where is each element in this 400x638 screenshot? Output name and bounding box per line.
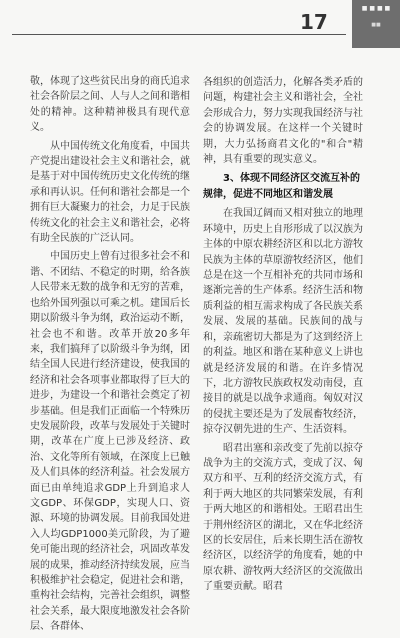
chapter-tab-sub: ■■ [371, 22, 381, 28]
left-paragraph-3: 中国历史上曾有过很多社会不和谐、不团结、不稳定的时期，给各族人民带来无数的战争和无穷的苦难，也给外国列强以可乘之机。建国后长期以阶级斗争为纲，政治运动不断，社会也不和谐。改革开放20多年来，我们搞拜了以阶级斗争为纲，团结全国人民进行经济建设，使我国的经济和社会各项事业都取得了巨大的进步，为建设一个和谐社会奠定了初步基础。但是我们正面临一个特殊历史发展阶段，改革与发展处于关键时期，改革在广度上已涉及经济、政治、文化等所有领域，在深度上已触及人们具体的经济利益。社会发展方面已由单纯追求GDP上升到追求人文GDP、环保GDP，实现人口、资源、环境的协调发展。目前我国处进入人均GDP1000美元阶段，为了避免可能出现的经济社会，巩固改革发展的成果，推动经济持续发展，应当积极维护社会稳定，促进社会和谐，重构社会结构，完善社会组织，调整社会关系，最大限度地激发社会各阶层、各群体、 [30, 251, 190, 633]
right-paragraph-1: 各组织的创造活力，化解各类矛盾的问题，构建社会主义和谐社会，全社会形成合力，努力实现我国经济与社会的协调发展。在这样一个关键时期，大力弘扬商君文化的"和合"精神，具有重要的现实意义。 [203, 77, 363, 166]
chapter-tab [352, 0, 400, 48]
section-heading: 3、体现不同经济区交流互补的规律，促进不同地区和谐发展 [203, 173, 360, 201]
left-paragraph-1: 敬，体现了这些贫民出身的商氏追求社会各阶层之间、人与人之间和谐相处的精神。这种精神极具有现代意义。 [30, 76, 190, 134]
page-number: 17 [300, 10, 328, 34]
right-column [203, 75, 363, 598]
right-paragraph-3: 昭君出塞和亲改变了先前以掠夺战争为主的交流方式，变成了汉、匈双方和平、互利的经济交流方式，有利于两大地区的共同繁荣发展，有利于两大地区的和谐相处。王昭君出生于荆州经济区的湖北，又在华北经济区的长安居住，后来长期生活在游牧经济区，以经济学的角度看，她的中原农耕、游牧两大经济区的交流做出了重要贡献。昭君 [203, 442, 363, 593]
header-rule [12, 34, 346, 35]
left-paragraph-2: 从中国传统文化角度看，中国共产党提出建设社会主义和谐社会，就是基于对中国传统历史文化传统的继承和再认识。任何和谐社会都是一个拥有巨大凝聚力的社会，力足于民族传统文化的社会主义和谐社会，必将有助全民族的广泛认同。 [30, 140, 190, 245]
right-paragraph-2: 在我国辽阔而又相对独立的地理环境中，历史上自形形成了以汉族为主体的中原农耕经济区和以北方游牧民族为主体的草原游牧经济区，他们总是在这一个互相补充的共同市场和逐渐完善的生产体系。经济生活和物质利益的相互需求构成了各民族关系发展、发展的基础。民族间的战与和，亲疏密切大都是为了这到经济上的利益。地区和谐在某种意义上讲也就是经济发展的和谐。在许多情况下，北方游牧民族政权发动南侵，直接目的就是以战争求通商。匈奴对汉的侵扰主要还是为了发展畜牧经济，掠夺汉朝先进的生产、生活资料。 [203, 208, 363, 436]
chapter-tab-label: ■ ■ ■ ■ [361, 5, 391, 12]
left-column [30, 74, 190, 638]
